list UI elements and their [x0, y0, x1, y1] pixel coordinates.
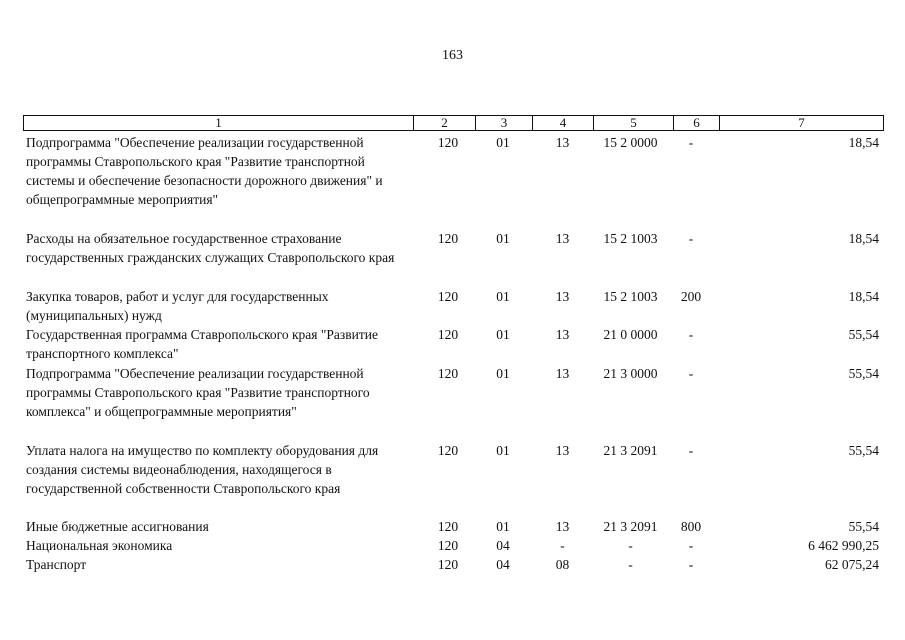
- row-name: Государственная программа Ставропольского края "Развитие транспортного комплекса": [26, 327, 378, 361]
- row-col-3: 04: [496, 538, 510, 553]
- row-col-7: 6 462 990,25: [808, 538, 879, 553]
- column-header-1: 1: [215, 115, 222, 130]
- row-col-2: 120: [437, 557, 459, 572]
- row-col-5: 21 3 2091: [603, 443, 658, 458]
- row-col-6: -: [688, 557, 694, 572]
- row-col-2: 120: [437, 519, 459, 534]
- row-col-4: 13: [555, 519, 570, 534]
- row-col-6: -: [688, 327, 694, 342]
- row-col-3: 01: [496, 443, 510, 458]
- row-col-2: 120: [437, 135, 459, 150]
- column-header-7: 7: [719, 116, 883, 130]
- row-col-4: 13: [555, 327, 570, 342]
- column-header-3: 3: [475, 116, 532, 130]
- row-col-4: 13: [555, 231, 570, 246]
- row-col-7: 55,54: [848, 519, 879, 534]
- column-header-4: 4: [532, 116, 593, 130]
- row-col-3: 01: [496, 135, 510, 150]
- row-col-4: -: [560, 538, 565, 553]
- row-col-5: -: [628, 557, 633, 572]
- row-name: Закупка товаров, работ и услуг для государственных (муниципальных) нужд: [26, 289, 329, 323]
- row-col-5: -: [628, 538, 633, 553]
- row-col-5: 21 0 0000: [603, 327, 658, 342]
- row-name: Уплата налога на имущество по комплекту оборудования для создания системы видеонаблюдения, находящегося в государственной собственности Ставропольского края: [26, 443, 379, 496]
- row-col-3: 01: [496, 231, 510, 246]
- row-col-7: 18,54: [848, 289, 879, 304]
- row-col-5: 21 3 2091: [603, 519, 658, 534]
- row-col-7: 18,54: [848, 135, 879, 150]
- row-col-6: -: [688, 231, 694, 246]
- row-name: Национальная экономика: [26, 538, 173, 553]
- row-col-7: 62 075,24: [825, 557, 879, 572]
- row-col-2: 120: [437, 231, 459, 246]
- row-name: Подпрограмма "Обеспечение реализации государственной программы Ставропольского края "Развитие транспортного комплекса" и общепрограммные мероприятия": [26, 366, 370, 419]
- row-col-7: 18,54: [848, 231, 879, 246]
- row-col-6: -: [688, 538, 694, 553]
- row-col-2: 120: [437, 443, 459, 458]
- row-col-6: -: [688, 366, 694, 381]
- row-col-6: -: [688, 443, 694, 458]
- row-name: Подпрограмма "Обеспечение реализации государственной программы Ставропольского края "Развитие транспортной системы и обеспечение безопасности дорожного движения" и общепрограммные мероприятия": [26, 135, 383, 207]
- column-header-6: 6: [673, 116, 719, 130]
- row-col-4: 13: [555, 366, 570, 381]
- page-number: 163: [442, 48, 463, 63]
- row-col-2: 120: [437, 327, 459, 342]
- row-col-2: 120: [437, 366, 459, 381]
- row-col-3: 01: [496, 366, 510, 381]
- row-col-5: 15 2 1003: [603, 289, 658, 304]
- row-col-5: 15 2 1003: [603, 231, 658, 246]
- row-col-3: 01: [496, 289, 510, 304]
- row-col-2: 120: [437, 538, 459, 553]
- row-col-4: 13: [555, 289, 570, 304]
- row-col-5: 21 3 0000: [603, 366, 658, 381]
- row-name: Транспорт: [26, 557, 87, 572]
- row-name: Иные бюджетные ассигнования: [26, 519, 209, 534]
- row-col-4: 13: [555, 443, 570, 458]
- row-col-6: 200: [680, 289, 702, 304]
- row-col-6: -: [688, 135, 694, 150]
- row-col-7: 55,54: [848, 366, 879, 381]
- row-col-7: 55,54: [848, 443, 879, 458]
- row-col-2: 120: [437, 289, 459, 304]
- row-col-6: 800: [680, 519, 702, 534]
- row-col-5: 15 2 0000: [603, 135, 658, 150]
- table-header: [23, 115, 884, 131]
- row-col-3: 04: [496, 557, 510, 572]
- row-col-4: 08: [555, 557, 570, 572]
- row-col-3: 01: [496, 327, 510, 342]
- column-header-5: 5: [593, 116, 673, 130]
- row-col-3: 01: [496, 519, 510, 534]
- row-name: Расходы на обязательное государственное страхование государственных гражданских служащих Ставропольского края: [26, 231, 395, 265]
- row-col-7: 55,54: [848, 327, 879, 342]
- column-header-2: 2: [413, 116, 475, 130]
- row-col-4: 13: [555, 135, 570, 150]
